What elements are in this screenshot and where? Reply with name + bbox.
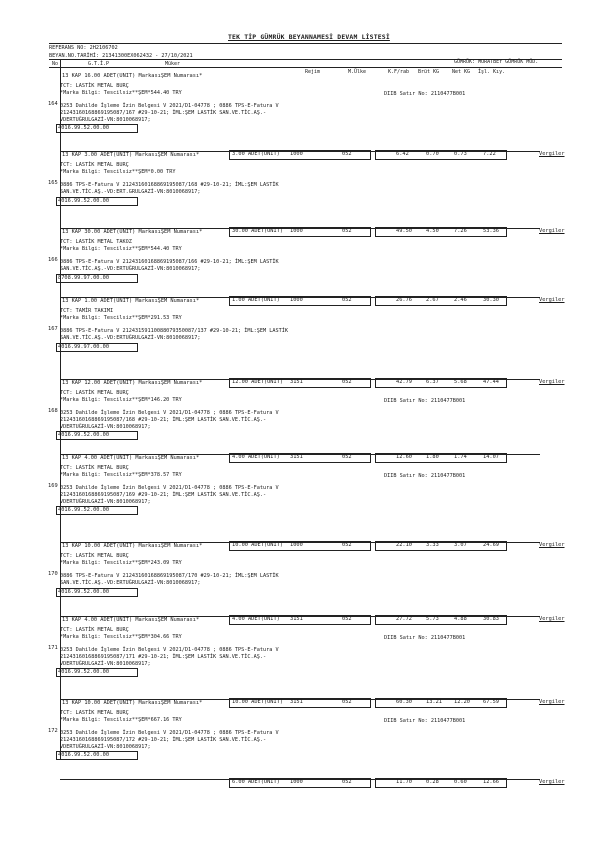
item-summary: 13 KAP 30.00 ADET(UNIT) MarkasıŞEM Numarası* (62, 229, 203, 235)
item-description-line: SAN.VE.TİC.AŞ.-VD:ERTUĞRULGAZİ-VN:8010068917; (60, 334, 201, 341)
item-brut: 1.80 (426, 454, 439, 460)
gtip-box (56, 197, 138, 206)
item-rejim: 1000 (290, 779, 303, 785)
item-gtip-code: 4016.99.52.00.00 (58, 669, 110, 676)
item-description-line: *Marka Bilgi: Tescilsiz**ŞEM*378.57 TRY (60, 471, 182, 478)
item-number: 164 (48, 101, 58, 107)
dib-line-number: DIIB Satır No: 2110477B001 (384, 718, 466, 724)
item-mensei: 052 (342, 379, 352, 385)
item-description-line: TCT: LASTİK METAL BURÇ (60, 83, 129, 89)
item-rejim: 3151 (290, 379, 303, 385)
item-net: 4.88 (454, 616, 467, 622)
item-gtip-code: 4016.99.52.00.00 (58, 125, 110, 132)
dib-line-number: DIIB Satır No: 2110477B001 (384, 398, 466, 404)
item-description-line: VDERTUĞRULGAZİ-VN:8010068917; (60, 498, 151, 505)
item-description-line: *Marka Bilgi: Tescilsiz**ŞEM*291.53 TRY (60, 314, 182, 321)
item-description-line: *Marka Bilgi: Tescilsiz**ŞEM*667.16 TRY (60, 716, 182, 723)
col-header-net: Net KG (452, 69, 471, 75)
item-kiy: 67.59 (483, 699, 499, 705)
item-mensei: 052 (342, 699, 352, 705)
item-number: 170 (48, 571, 58, 577)
item-brut: 0.70 (426, 151, 439, 157)
item-brut: 5.73 (426, 616, 439, 622)
item-rejim: 1000 (290, 228, 303, 234)
header-rule (49, 43, 562, 44)
item-kiy: 30.30 (483, 297, 499, 303)
item-description-line: VDERTUĞRULGAZİ-VN:8010068917; (60, 423, 151, 430)
col-header-kf: K.F/rab (388, 69, 410, 75)
dib-line-number: DIIB Satır No: 2110477B001 (384, 91, 466, 97)
item-summary: 13 KAP 10.00 ADET(UNIT) MarkasıŞEM Numarası* (62, 700, 203, 706)
item-rejim: 3151 (290, 454, 303, 460)
dib-line-number: DIIB Satır No: 2110477B001 (384, 473, 466, 479)
vergiler-link: Vergiler (539, 228, 565, 234)
item-net: 3.07 (454, 542, 467, 548)
vergiler-link: Vergiler (539, 779, 565, 785)
item-kiy: 7.22 (483, 151, 496, 157)
item-gtip-code: 4016.99.52.00.00 (58, 197, 110, 204)
vergiler-link: Vergiler (539, 616, 565, 622)
item-description-line: VDERTUĞRULGAZİ-VN:8010068917; (60, 660, 151, 667)
item-rejim: 3151 (290, 616, 303, 622)
item-gtip-code: 4016.99.52.00.00 (58, 588, 110, 595)
item-description-line: 0253 Dahilde İşleme İzin Belgesi V 2021/D1-04778 ; 0886 TPS-E-Fatura V (60, 103, 279, 110)
item-gtip-code: 4016.99.52.00.00 (58, 752, 110, 759)
item-number: 168 (48, 408, 58, 414)
item-kiy: 30.83 (483, 616, 499, 622)
item-kf: 26.76 (396, 297, 412, 303)
item-mensei: 052 (342, 151, 352, 157)
item-quantity: 10.00 ADET(UNIT) (232, 542, 284, 548)
declaration-number: BEYAN.NO.TARİHİ: 21341300EX062432 - 27/10/2021 (49, 53, 193, 59)
gtip-box (56, 668, 138, 677)
item-description-line: 21243160168869195087/171 #29-10-21; İML:ŞEM LASTİK SAN.VE.TİC.AŞ.- (60, 653, 267, 660)
vergiler-link: Vergiler (539, 379, 565, 385)
item-kf: 6.42 (396, 151, 409, 157)
item-rejim: 1000 (290, 297, 303, 303)
item-gtip-code: 8708.99.97.00.00 (58, 274, 110, 281)
item-kiy: 53.36 (483, 228, 499, 234)
item-description-line: 0886 TPS-E-Fatura V 21243160168869195087/166 #29-10-21; İML:ŞEM LASTİK (60, 259, 279, 266)
item-description-line: TCT: LASTİK METAL TAKOZ (60, 239, 132, 245)
item-kf: 42.79 (396, 379, 412, 385)
item-net: 7.26 (454, 228, 467, 234)
item-mensei: 052 (342, 542, 352, 548)
item-brut: 2.67 (426, 297, 439, 303)
item-description-line: *Marka Bilgi: Tescilsiz**ŞEM*0.00 TRY (60, 168, 176, 175)
item-description-line: 0886 TPS-E-Fatura V 21243159110088079350087/137 #29-10-21; İML:ŞEM LASTİK (60, 328, 288, 335)
gtip-box (56, 274, 138, 283)
item-description-line: 21243160168869195087/169 #29-10-21; İML:ŞEM LASTİK SAN.VE.TİC.AŞ.- (60, 491, 267, 498)
item-kf: 49.50 (396, 228, 412, 234)
item-number: 167 (48, 326, 58, 332)
item-summary: 13 KAP 4.00 ADET(UNIT) MarkasıŞEM Numarası* (62, 455, 200, 461)
item-description-line: SAN.VE.TİC.AŞ.-VD:ERTUĞRULGAZİ-VN:8010068917; (60, 265, 201, 272)
item-summary: 13 KAP 3.00 ADET(UNIT) MarkasıŞEM Numarası* (62, 152, 200, 158)
item-description-line: 21243160168869195087/167 #29-10-21; İML:ŞEM LASTİK SAN.VE.TİC.AŞ.- (60, 109, 267, 116)
item-summary: 13 KAP 16.00 ADET(UNIT) MarkasıŞEM Numarası* (62, 73, 203, 79)
item-description-line: 0253 Dahilde İşleme İzin Belgesi V 2021/D1-04778 ; 0886 TPS-E-Fatura V (60, 410, 279, 417)
item-description-line: 21243160168869195087/172 #29-10-21; İML:ŞEM LASTİK SAN.VE.TİC.AŞ.- (60, 736, 267, 743)
item-net: 12.20 (454, 699, 470, 705)
item-net: 0.73 (454, 151, 467, 157)
item-gtip-code: 4016.99.52.00.00 (58, 507, 110, 514)
item-kf: 12.60 (396, 454, 412, 460)
item-mensei: 052 (342, 454, 352, 460)
item-description-line: TCT: TAMİR TAKIMI (60, 308, 114, 314)
item-brut: 4.50 (426, 228, 439, 234)
item-quantity: 12.00 ADET(UNIT) (232, 379, 284, 385)
item-description-line: *Marka Bilgi: Tescilsiz**ŞEM*243.09 TRY (60, 559, 182, 566)
item-summary: 13 KAP 4.00 ADET(UNIT) MarkasıŞEM Numarası* (62, 617, 200, 623)
item-quantity: 3.00 ADET(UNIT) (232, 151, 280, 157)
item-kf: 22.10 (396, 542, 412, 548)
item-description-line: TCT: LASTİK METAL BURÇ (60, 710, 129, 716)
item-description-line: VDERTUĞRULGAZİ-VN:8010068917; (60, 116, 151, 123)
vergiler-link: Vergiler (539, 151, 565, 157)
item-net: 0.60 (454, 779, 467, 785)
item-net: 1.74 (454, 454, 467, 460)
item-description-line: TCT: LASTİK METAL BURÇ (60, 162, 129, 168)
item-quantity: 4.00 ADET(UNIT) (232, 616, 280, 622)
item-mensei: 052 (342, 616, 352, 622)
gtip-box (56, 506, 138, 515)
item-description-line: *Marka Bilgi: Tescilsiz**ŞEM*304.66 TRY (60, 633, 182, 640)
item-description-line: 0886 TPS-E-Fatura V 21243160168869195087/168 #29-10-21; İML:ŞEM LASTİK (60, 182, 279, 189)
vergiler-link: Vergiler (539, 542, 565, 548)
item-description-line: TCT: LASTİK METAL BURÇ (60, 627, 129, 633)
item-kiy: 12.66 (483, 779, 499, 785)
item-description-line: VDERTUĞRULGAZİ-VN:8010068917; (60, 743, 151, 750)
vergiler-link: Vergiler (539, 297, 565, 303)
item-quantity: 1.00 ADET(UNIT) (232, 297, 280, 303)
item-number: 165 (48, 180, 58, 186)
gtip-box (56, 343, 138, 352)
col-header-muker: Müker (165, 61, 181, 67)
item-description-line: TCT: LASTİK METAL BURÇ (60, 390, 129, 396)
dib-line-number: DIIB Satır No: 2110477B001 (384, 635, 466, 641)
item-kiy: 24.69 (483, 542, 499, 548)
item-number: 166 (48, 257, 58, 263)
gtip-box (56, 751, 138, 760)
item-mensei: 052 (342, 779, 352, 785)
item-brut: 6.37 (426, 379, 439, 385)
item-description-line: 0253 Dahilde İşleme İzin Belgesi V 2021/D1-04778 ; 0886 TPS-E-Fatura V (60, 647, 279, 654)
item-description-line: TCT: LASTİK METAL BURÇ (60, 465, 129, 471)
col-header-gtip: G.T.İ.P (88, 61, 110, 67)
item-gtip-code: 4016.99.52.00.00 (58, 432, 110, 439)
item-description-line: 0253 Dahilde İşleme İzin Belgesi V 2021/D1-04778 ; 0886 TPS-E-Fatura V (60, 485, 279, 492)
item-quantity: 30.00 ADET(UNIT) (232, 228, 284, 234)
item-rejim: 3151 (290, 699, 303, 705)
item-description-line: *Marka Bilgi: Tescilsiz**ŞEM*544.40 TRY (60, 89, 182, 96)
item-gtip-code: 4016.99.97.00.00 (58, 343, 110, 350)
item-quantity: 4.00 ADET(UNIT) (232, 454, 280, 460)
col-header-brut: Brüt KG (418, 69, 440, 75)
col-header-islem: İşl. Kıy. (478, 69, 506, 75)
item-description-line: SAN.VE.TİC.AŞ.-VD:ERTUĞRULGAZİ-VN:8010068917; (60, 579, 201, 586)
col-header-no: No (52, 61, 59, 67)
item-quantity: 6.00 ADET(UNIT) (232, 779, 280, 785)
item-rejim: 1000 (290, 151, 303, 157)
item-description-line: 0253 Dahilde İşleme İzin Belgesi V 2021/D1-04778 ; 0886 TPS-E-Fatura V (60, 730, 279, 737)
item-number: 172 (48, 728, 58, 734)
item-description-line: SAN.VE.TİC.AŞ.-VD:ERT.GRULGAZİ-VN:8010068917; (60, 188, 201, 195)
gtip-box (56, 124, 138, 133)
col-header-mensei: M.Ülke (348, 69, 367, 75)
item-kf: 11.70 (396, 779, 412, 785)
item-summary: 13 KAP 1.00 ADET(UNIT) MarkasıŞEM Numarası* (62, 298, 200, 304)
document-title: TEK TİP GÜMRÜK BEYANNAMESİ DEVAM LİSTESİ (228, 33, 390, 41)
header-rule (49, 67, 562, 68)
item-brut: 13.21 (426, 699, 442, 705)
item-quantity: 10.00 ADET(UNIT) (232, 699, 284, 705)
item-kiy: 47.44 (483, 379, 499, 385)
item-net: 5.68 (454, 379, 467, 385)
item-net: 2.46 (454, 297, 467, 303)
item-summary: 13 KAP 12.00 ADET(UNIT) MarkasıŞEM Numarası* (62, 380, 203, 386)
item-description-line: *Marka Bilgi: Tescilsiz**ŞEM*146.20 TRY (60, 396, 182, 403)
item-description-line: TCT: LASTİK METAL BURÇ (60, 553, 129, 559)
customs-office: GÜMRÜK: MURATBEY GÜMRÜK MÜD. (454, 59, 539, 65)
item-mensei: 052 (342, 228, 352, 234)
reference-number: REFERANS NO: 2H2106702 (49, 45, 118, 51)
item-mensei: 052 (342, 297, 352, 303)
item-rejim: 1000 (290, 542, 303, 548)
item-kiy: 14.07 (483, 454, 499, 460)
gtip-box (56, 431, 138, 440)
item-kf: 60.30 (396, 699, 412, 705)
item-description-line: 21243160168869195087/168 #29-10-21; İML:ŞEM LASTİK SAN.VE.TİC.AŞ.- (60, 416, 267, 423)
item-summary: 13 KAP 10.00 ADET(UNIT) MarkasıŞEM Numarası* (62, 543, 203, 549)
item-brut: 0.28 (426, 779, 439, 785)
item-number: 169 (48, 483, 58, 489)
vergiler-link: Vergiler (539, 699, 565, 705)
item-kf: 27.72 (396, 616, 412, 622)
col-header-rejim: Rejim (305, 69, 321, 75)
gtip-box (56, 588, 138, 597)
item-description-line: *Marka Bilgi: Tescilsiz**ŞEM*544.40 TRY (60, 245, 182, 252)
item-number: 171 (48, 645, 58, 651)
item-brut: 3.33 (426, 542, 439, 548)
item-description-line: 0886 TPS-E-Fatura V 21243160168869195087/170 #29-10-21; İML:ŞEM LASTİK (60, 573, 279, 580)
